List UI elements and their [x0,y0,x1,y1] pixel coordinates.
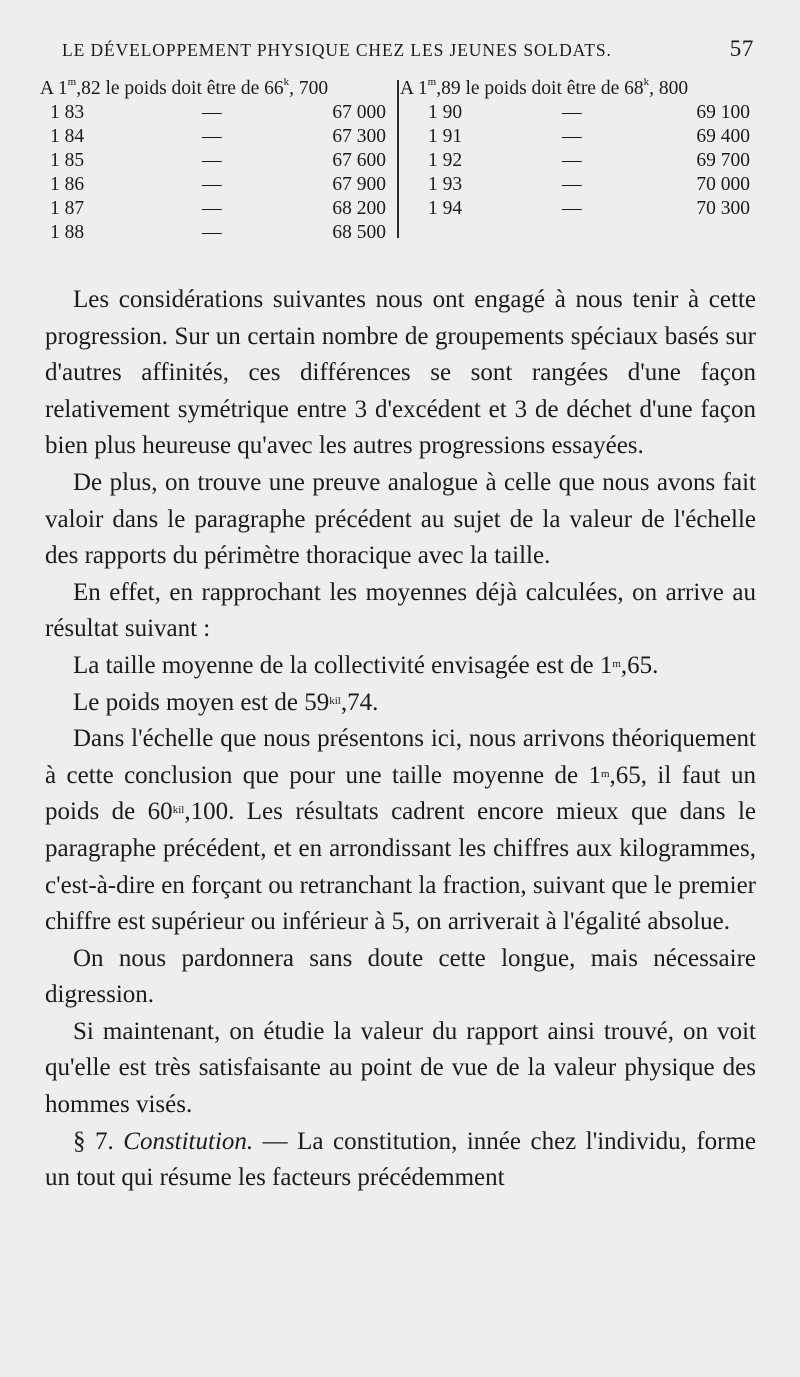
table-cell-taille: 1 94 [428,198,463,219]
table-left-column [40,78,396,248]
table-cell-taille: 1 88 [50,222,85,243]
section-title: Constitution. [123,1127,254,1155]
table-cell-dash: — [202,102,222,123]
column-divider [397,80,399,238]
table-cell-taille: 1 86 [50,174,85,195]
paragraph: On nous pardonnera sans doute cette longue, mais nécessaire digression. [45,944,756,1009]
table-row [40,150,396,174]
paragraph: La taille moyenne de la collectivité envisagée est de 1$^m$,65. [73,651,659,679]
table-cell-dash: — [562,174,582,195]
table-cell-dash: — [562,102,582,123]
paragraph: En effet, en rapprochant les moyennes déjà calculées, on arrive au résultat suivant : [45,578,756,643]
paragraph: Si maintenant, on étudie la valeur du rapport ainsi trouvé, on voit qu'elle est très satisfaisante au point de vue de la valeur physique des hommes visés. [45,1017,756,1119]
table-cell-taille: 1 83 [50,102,85,123]
table-cell-dash: — [202,150,222,171]
table-right-header: A 1$^m$,89 le poids doit être de 68$^k$, 800 [400,76,689,99]
table-cell-dash: — [202,198,222,219]
table-cell-taille: 1 84 [50,126,85,147]
table-cell-dash: — [562,198,582,219]
table-row [40,126,396,150]
running-head [62,36,754,68]
height-weight-table [40,78,760,248]
table-cell-poids: 69 400 [696,126,750,147]
table-cell-poids: 67 600 [332,150,386,171]
table-cell-poids: 67 300 [332,126,386,147]
table-cell-dash: — [202,126,222,147]
table-cell-poids: 69 700 [696,150,750,171]
table-row [400,150,756,174]
table-row [40,174,396,198]
table-row [40,222,396,246]
table-cell-poids: 67 900 [332,174,386,195]
table-cell-taille: 1 85 [50,150,85,171]
table-cell-taille: 1 92 [428,150,463,171]
table-left-header: A 1$^m$,82 le poids doit être de 66$^k$, 700 [40,76,329,99]
paragraph: Le poids moyen est de $59^{kil},74$. [73,688,379,716]
table-cell-poids: 68 500 [332,222,386,243]
table-row [400,198,756,222]
table-row [40,198,396,222]
page-number: 57 [729,36,754,61]
running-title: LE DÉVELOPPEMENT PHYSIQUE CHEZ LES JEUNES SOLDATS. [62,40,612,60]
table-cell-poids: 67 000 [332,102,386,123]
table-cell-dash: — [202,174,222,195]
table-cell-dash: — [202,222,222,243]
table-cell-poids: 69 100 [696,102,750,123]
table-cell-dash: — [562,150,582,171]
section-number: § 7. [73,1127,124,1155]
paragraph: Les considérations suivantes nous ont engagé à nous tenir à cette progression. Sur un certain nombre de groupements spéciaux basés sur d'autres affinités, ces différences se sont rangées d'une façon relativement symétrique entre 3 d'excédent et 3 de déchet d'une façon bien plus heureuse qu'avec les autres progressions essayées. [45,286,756,460]
table-cell-poids: 70 000 [696,174,750,195]
section-paragraph: § 7. Constitution. — La constitution, innée chez l'individu, forme un tout qui résume les facteurs précédemment [45,1127,757,1192]
table-row [40,102,396,126]
table-right-column [400,78,756,248]
table-cell-taille: 1 87 [50,198,85,219]
table-cell-poids: 68 200 [332,198,386,219]
table-cell-taille: 1 91 [428,126,463,147]
table-cell-taille: 1 93 [428,174,463,195]
table-row [400,126,756,150]
table-row [400,174,756,198]
table-row [400,102,756,126]
body-text [45,282,756,1197]
table-cell-dash: — [562,126,582,147]
paragraph: Dans l'échelle que nous présentons ici, nous arrivons théoriquement à cette conclusion que pour une taille moyenne de 1$^m$,65, il faut un poids de $60^{kil},100$. Les résultats cadrent encore mieux que dans le paragraphe précédent, et en arrondissant les chiffres aux kilogrammes, c'est-à-dire en forçant ou retranchant la fraction, suivant que le premier chiffre est supérieur ou inférieur à 5, on arriverait à l'égalité absolue. [45,725,756,936]
paragraph: De plus, on trouve une preuve analogue à celle que nous avons fait valoir dans le paragraphe précédent au sujet de la valeur de l'échelle des rapports du périmètre thoracique avec la taille. [45,468,756,570]
table-cell-taille: 1 90 [428,102,463,123]
table-cell-poids: 70 300 [696,198,750,219]
